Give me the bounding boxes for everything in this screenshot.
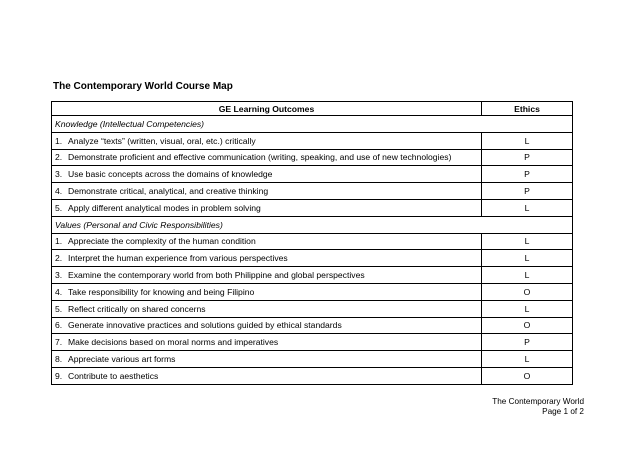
ethics-rating: P <box>482 166 573 183</box>
outcome-number: 1. <box>55 236 63 247</box>
table-row <box>52 132 573 149</box>
outcome-cell <box>52 199 482 216</box>
outcome-number: 5. <box>55 202 63 213</box>
outcome-text: Contribute to aesthetics <box>68 370 159 381</box>
outcome-number: 1. <box>55 135 63 146</box>
outcome-text: Interpret the human experience from various perspectives <box>68 253 288 264</box>
ethics-rating: O <box>482 317 573 334</box>
ethics-rating: P <box>482 334 573 351</box>
outcome-text: Reflect critically on shared concerns <box>68 303 206 314</box>
outcome-text: Examine the contemporary world from both Philippine and global perspectives <box>68 270 365 281</box>
header-ethics: Ethics <box>482 102 573 116</box>
outcome-text: Use basic concepts across the domains of knowledge <box>68 169 273 180</box>
table-row <box>52 233 573 250</box>
ethics-rating: L <box>482 300 573 317</box>
document-title: The Contemporary World Course Map <box>53 81 233 92</box>
table-body <box>52 116 573 385</box>
outcome-cell <box>52 183 482 200</box>
ethics-rating: O <box>482 283 573 300</box>
category-label: Knowledge (Intellectual Competencies) <box>52 116 573 133</box>
outcome-text: Demonstrate proficient and effective communication (writing, speaking, and use of new technologies) <box>68 152 452 163</box>
outcome-number: 4. <box>55 286 63 297</box>
ethics-rating: L <box>482 250 573 267</box>
outcome-cell <box>52 367 482 384</box>
ethics-rating: L <box>482 199 573 216</box>
outcome-cell <box>52 317 482 334</box>
outcome-cell <box>52 233 482 250</box>
ethics-rating: P <box>482 149 573 166</box>
ethics-rating: L <box>482 132 573 149</box>
outcome-number: 5. <box>55 303 63 314</box>
outcome-number: 2. <box>55 152 63 163</box>
outcome-text: Appreciate the complexity of the human condition <box>68 236 256 247</box>
outcome-number: 7. <box>55 337 63 348</box>
ethics-rating: P <box>482 183 573 200</box>
outcome-cell <box>52 300 482 317</box>
outcome-number: 6. <box>55 320 63 331</box>
outcome-number: 9. <box>55 370 63 381</box>
outcome-number: 2. <box>55 253 63 264</box>
ethics-rating: O <box>482 367 573 384</box>
outcome-cell <box>52 132 482 149</box>
course-map-table <box>51 101 573 385</box>
table-row <box>52 199 573 216</box>
page-footer <box>492 397 584 417</box>
category-row <box>52 216 573 233</box>
category-label: Values (Personal and Civic Responsibilities) <box>52 216 573 233</box>
outcome-cell <box>52 334 482 351</box>
outcome-text: Make decisions based on moral norms and imperatives <box>68 337 279 348</box>
ethics-rating: L <box>482 267 573 284</box>
outcome-text: Generate innovative practices and solutions guided by ethical standards <box>68 320 342 331</box>
outcome-cell <box>52 267 482 284</box>
outcome-text: Take responsibility for knowing and being Filipino <box>68 286 255 297</box>
table-row <box>52 183 573 200</box>
outcome-text: Demonstrate critical, analytical, and creative thinking <box>68 186 269 197</box>
outcome-number: 3. <box>55 169 63 180</box>
outcome-text: Apply different analytical modes in problem solving <box>68 202 261 213</box>
outcome-number: 8. <box>55 354 63 365</box>
outcome-cell <box>52 250 482 267</box>
table-row <box>52 250 573 267</box>
outcome-cell <box>52 166 482 183</box>
outcome-number: 3. <box>55 270 63 281</box>
table-row <box>52 300 573 317</box>
header-outcomes: GE Learning Outcomes <box>52 102 482 116</box>
outcome-text: Appreciate various art forms <box>68 354 176 365</box>
footer-page-number: Page 1 of 2 <box>542 407 584 416</box>
outcome-number: 4. <box>55 186 63 197</box>
table-row <box>52 283 573 300</box>
category-row <box>52 116 573 133</box>
table-row <box>52 149 573 166</box>
outcome-cell <box>52 283 482 300</box>
ethics-rating: L <box>482 351 573 368</box>
outcome-text: Analyze “texts” (written, visual, oral, etc.) critically <box>68 135 256 146</box>
table-header-row <box>52 102 573 116</box>
outcome-cell <box>52 351 482 368</box>
ethics-rating: L <box>482 233 573 250</box>
table-row <box>52 166 573 183</box>
table-row <box>52 317 573 334</box>
outcome-cell <box>52 149 482 166</box>
table-row <box>52 334 573 351</box>
table-row <box>52 267 573 284</box>
table-row <box>52 351 573 368</box>
footer-course-name: The Contemporary World <box>492 397 584 406</box>
table-row <box>52 367 573 384</box>
